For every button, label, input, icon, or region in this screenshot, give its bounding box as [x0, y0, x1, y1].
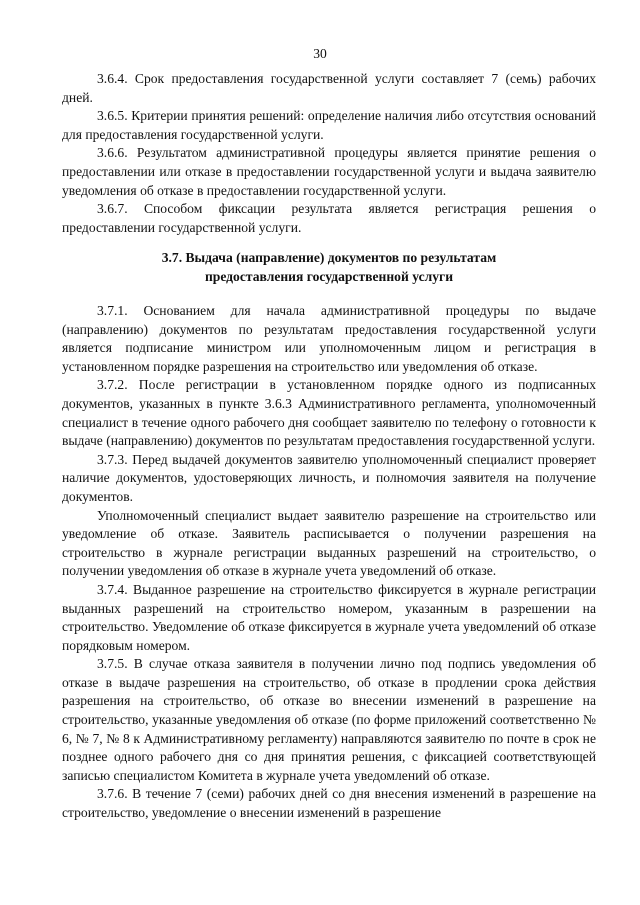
- paragraph-3-6-4: 3.6.4. Срок предоставления государственной услуги составляет 7 (семь) рабочих дней.: [62, 71, 596, 105]
- paragraph-3-7-2: 3.7.2. После регистрации в установленном порядке одного из подписанных документов, указанных в пункте 3.6.3 Административного регламента, уполномоченный специалист в течение одного рабочего дня сообщает заявителю по телефону о готовности к выдаче (направлению) документов по результатам предоставления государственной услуги.: [62, 377, 596, 449]
- paragraph-3-7-5: 3.7.5. В случае отказа заявителя в получении лично под подпись уведомления об отказе в выдаче разрешения на строительство, об отказе в продлении срока действия разрешения на строительство, об отказе во внесении изменений в разрешение на строительство, указанные уведомления об отказе (по форме приложений соответственно № 6, № 7, № 8 к Административному регламенту) направляются заявителю по почте в срок не позднее одного рабочего дня со дня принятия решения, с фиксацией соответствующей записью специалистом Комитета в журнале учета уведомлений об отказе.: [62, 656, 596, 783]
- paragraph-3-6-5: 3.6.5. Критерии принятия решений: определение наличия либо отсутствия оснований для предоставления государственной услуги.: [62, 108, 596, 142]
- paragraph-3-7-6: 3.7.6. В течение 7 (семи) рабочих дней со дня внесения изменений в разрешение на строительство, уведомление о внесении изменений в разрешение: [62, 786, 596, 821]
- section-heading-line-2: предоставления государственной услуги: [204, 268, 454, 284]
- paragraph-3-6-7: 3.6.7. Способом фиксации результата является регистрация решения о предоставлении государственной услуги.: [62, 201, 596, 235]
- paragraph-group-3-6: [62, 70, 596, 237]
- paragraph-3-7-3-continued: Уполномоченный специалист выдает заявителю разрешение на строительство или уведомление об отказе. Заявитель расписывается о получении разрешения на строительство в журнале регистрации выданных разрешений на строительство, о получении уведомления об отказе в журнале учета уведомлений об отказе.: [62, 507, 596, 579]
- paragraph-3-7-1: 3.7.1. Основанием для начала административной процедуры по выдаче (направлению) документов по результатам предоставления государственной услуги является подписание министром или уполномоченным лицом и регистрация в установленном порядке разрешения на строительство или уведомления об отказе.: [62, 303, 596, 374]
- paragraph-3-7-3: 3.7.3. Перед выдачей документов заявителю уполномоченный специалист проверяет наличие документов, удостоверяющих личность, и полномочия заявителя на получение документов.: [62, 451, 596, 504]
- paragraph-group-3-7: [62, 302, 596, 823]
- section-heading-line-1: 3.7. Выдача (направление) документов по результатам: [161, 250, 497, 265]
- paragraph-3-6-6: 3.6.6. Результатом административной процедуры является принятие решения о предоставлении или отказе в предоставлении государственной услуги и выдача заявителю уведомления об отказе в предоставлении государственной услуги.: [62, 145, 596, 198]
- page-number: 30: [313, 46, 327, 61]
- section-heading: [62, 249, 596, 286]
- paragraph-3-7-4: 3.7.4. Выданное разрешение на строительство фиксируется в журнале регистрации выданных разрешений на строительство номером, указанным в разрешении на строительство. Уведомление об отказе фиксируется в журнале учета уведомлений об отказе порядковым номером.: [62, 581, 596, 653]
